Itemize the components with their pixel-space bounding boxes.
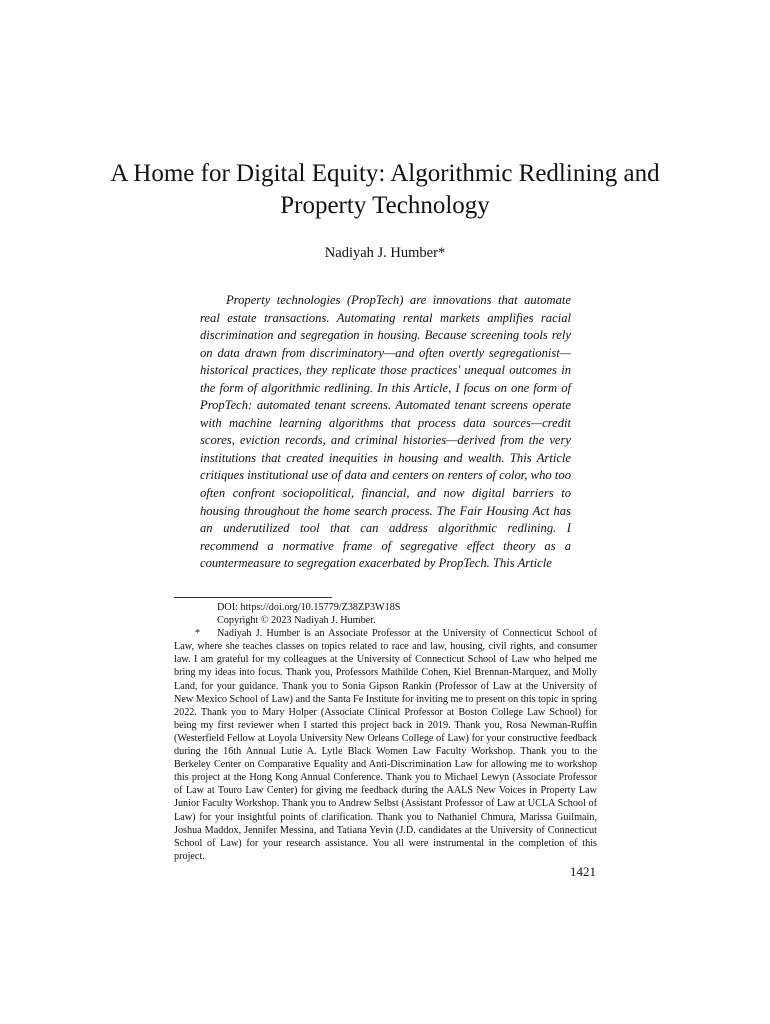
page-number: 1421 xyxy=(570,864,596,879)
abstract-paragraph: Property technologies (PropTech) are innovations that automate real estate transactions. Automating rental markets amplifies racial discrimination and segregation in housing. Because screening tools rely on data drawn from discriminatory—and often overtly segregationist—historical practices, they replicate those practices' unequal outcomes in the form of algorithmic redlining. In this Article, I focus on one form of PropTech: automated tenant screens. Automated tenant screens operate with machine learning algorithms that process data sources—credit scores, eviction records, and criminal histories—derived from the very institutions that created inequities in housing and wealth. This Article critiques institutional use of data and centers on renters of color, who too often confront sociopolitical, financial, and now digital barriers to housing throughout the home search process. The Fair Housing Act has an underutilized tool that can address algorithmic redlining. I recommend a normative frame of segregative effect theory as a countermeasure to segregation exacerbated by PropTech. This Article xyxy=(200,293,571,571)
doi-line: DOI: https://doi.org/10.15779/Z38ZP3W18S xyxy=(217,602,401,613)
author-footnote-text: Nadiyah J. Humber is an Associate Professor at the University of Connecticut School of Law, where she teaches classes on topics related to race and law, housing, civil rights, and consumer law. I am grateful for my colleagues at the University of Connecticut School of Law who helped me bring my ideas into focus. Thank you, Professors Mathilde Cohen, Kiel Brennan-Marquez, and Molly Land, for your guidance. Thank you to Sonia Gipson Rankin (Professor of Law at the University of New Mexico School of Law) and the Santa Fe Institute for inviting me to present on this topic in spring 2022. Thank you to Mary Holper (Associate Clinical Professor at Boston College Law School) for being my first reviewer when I started this project back in 2019. Thank you, Rosa Newman-Ruffin (Westerfield Fellow at Loyola University New Orleans College of Law) for your constructive feedback during the 16th Annual Lutie A. Lytle Black Women Law Faculty Workshop. Thank you to the Berkeley Center on Comparative Equality and Anti-Discrimination Law for allowing me to workshop this project at the Hong Kong Annual Conference. Thank you to Michael Lewyn (Associate Professor of Law at Touro Law Center) for giving me feedback during the AALS New Voices in Property Law Junior Faculty Workshop. Thank you to Andrew Selbst (Assistant Professor of Law at UCLA School of Law) for your insightful points of clarification. Thank you to Nathaniel Chmura, Marissa Guilmain, Joshua Maddox, Jennifer Messina, and Tatiana Yevin (J.D. candidates at the University of Connecticut School of Law) for your research assistance. You all were instrumental in the completion of this project. xyxy=(174,628,597,862)
article-title: A Home for Digital Equity: Algorithmic Redlining and Property Technology xyxy=(110,160,660,219)
footnotes-section xyxy=(174,601,597,863)
footnote-separator xyxy=(174,597,332,598)
author-footnote xyxy=(174,627,597,863)
footnote-star-mark: * xyxy=(194,628,200,640)
copyright-line: Copyright © 2023 Nadiyah J. Humber. xyxy=(217,615,376,627)
author-name: Nadiyah J. Humber* xyxy=(324,245,446,261)
